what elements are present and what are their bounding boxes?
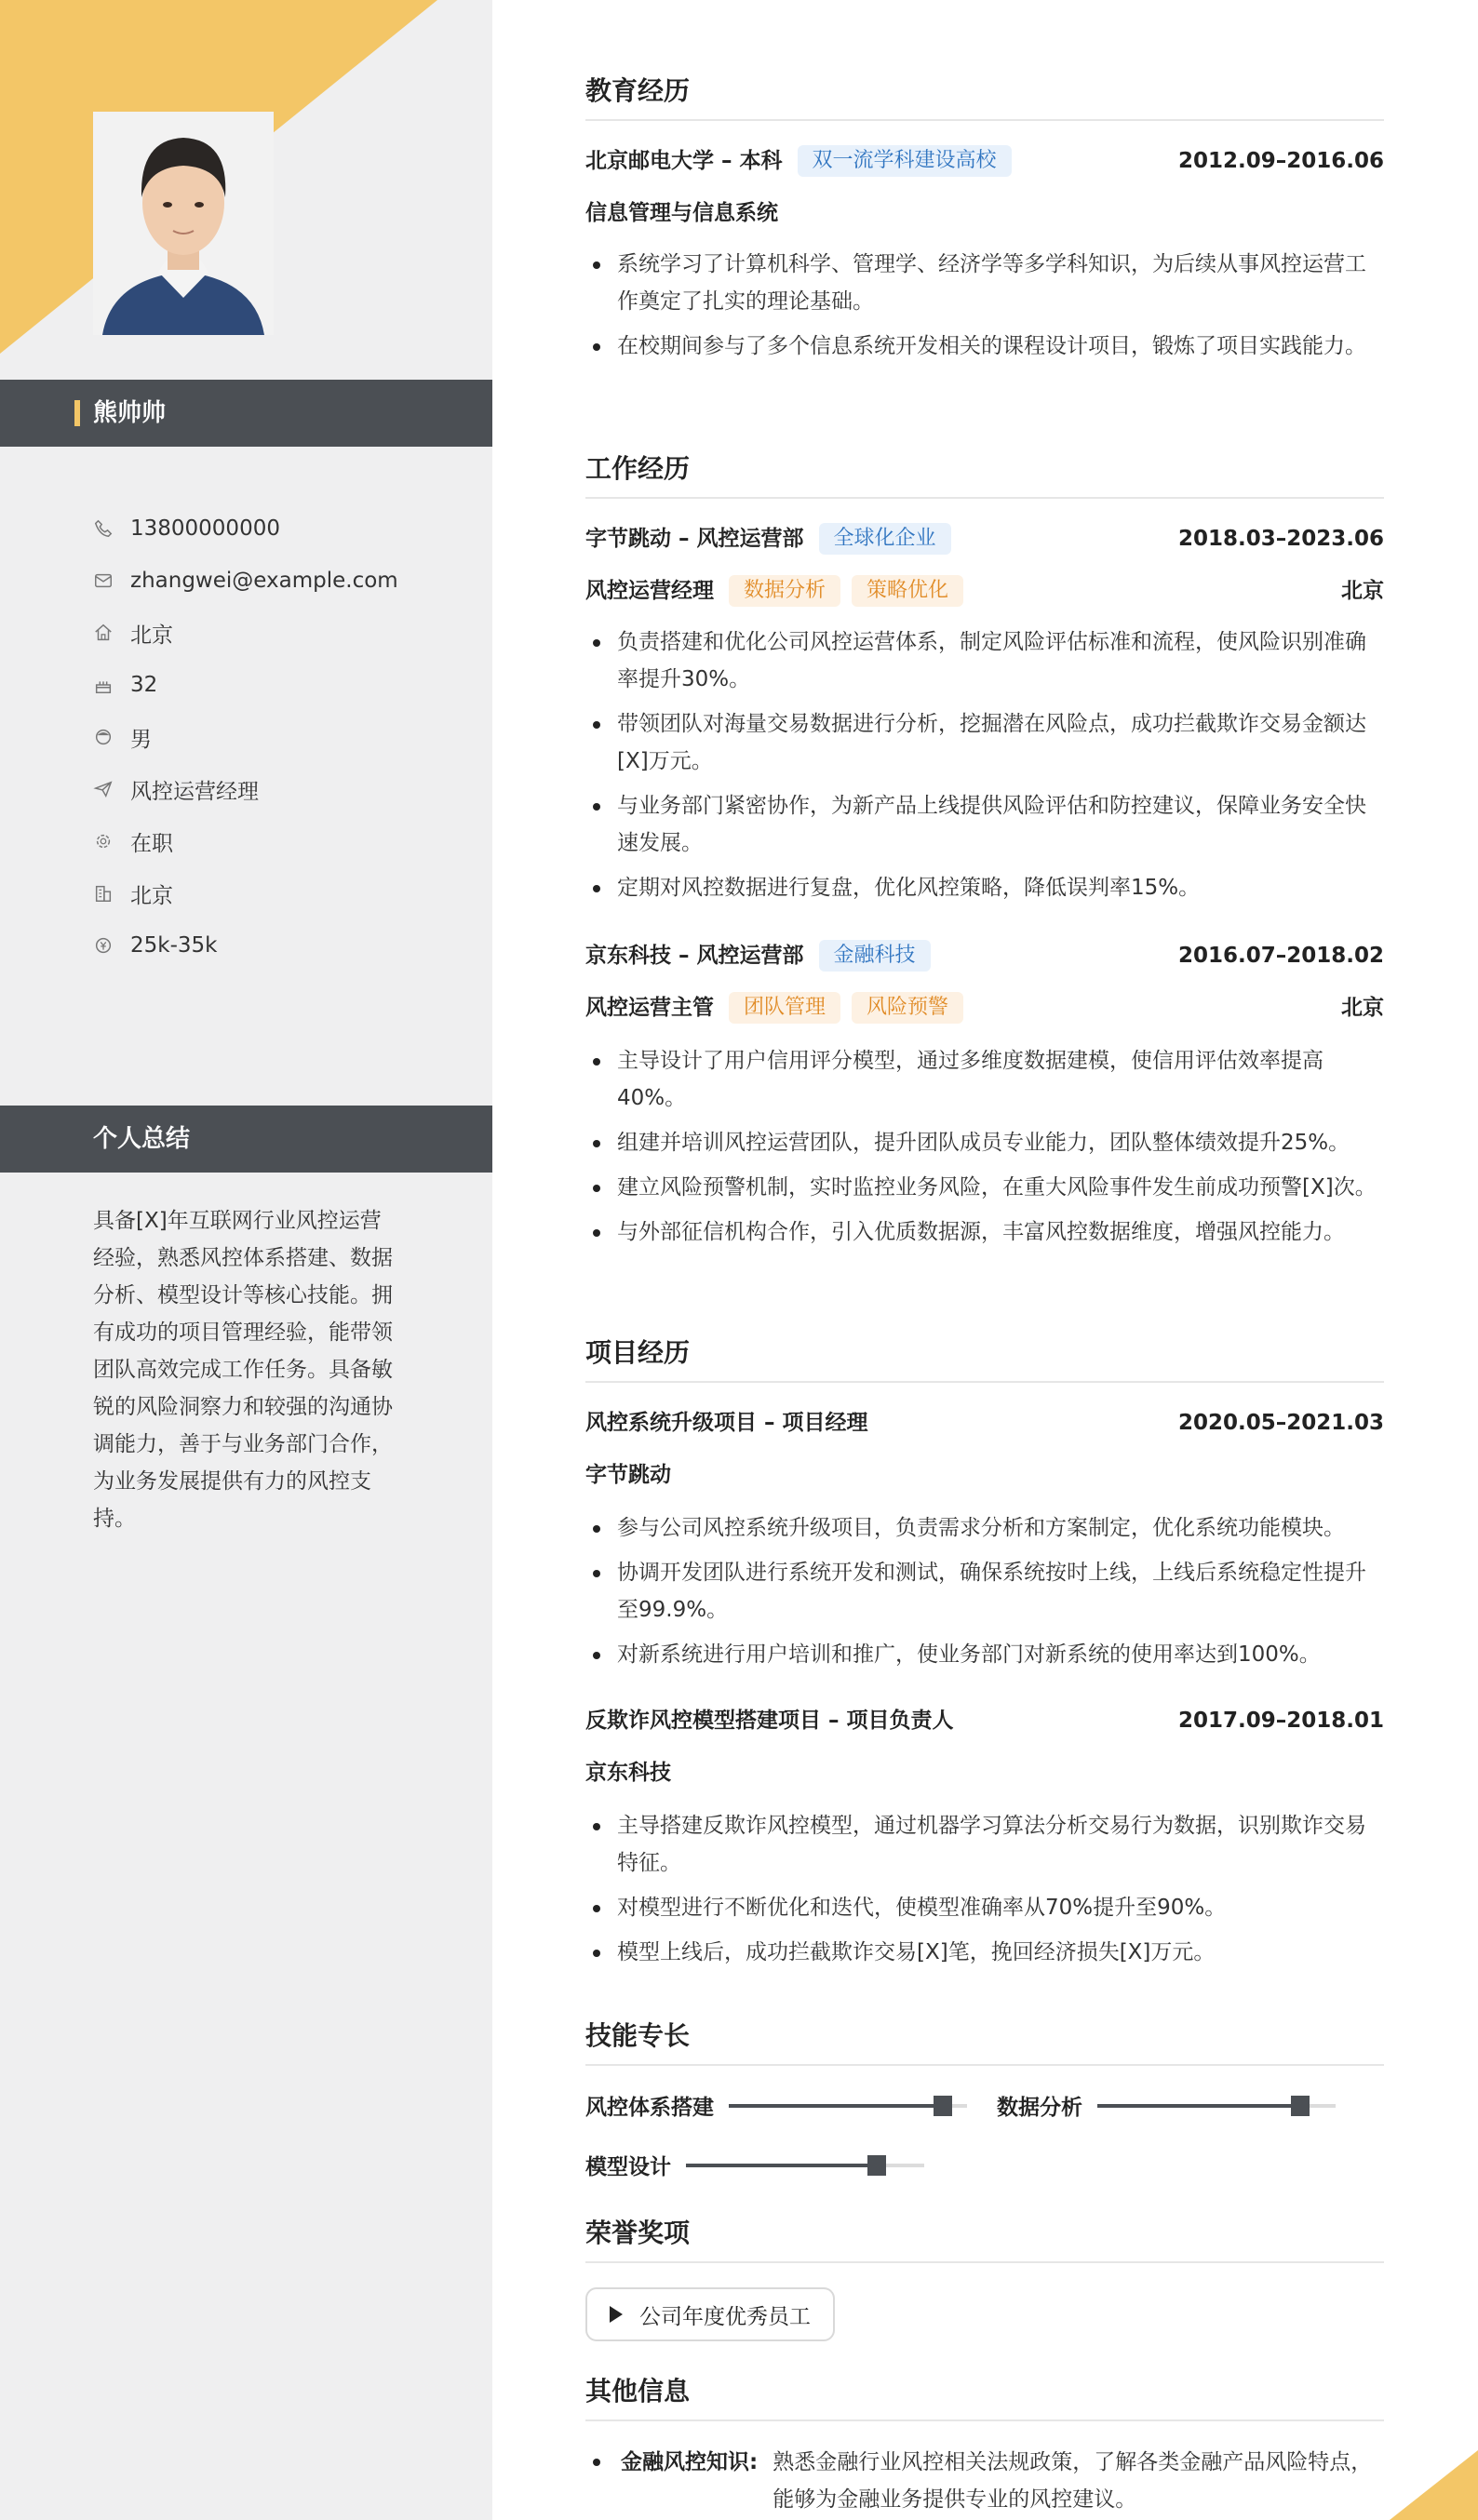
project-date: 2020.05–2021.03 — [1177, 1411, 1384, 1435]
job-company: 字节跳动 – 风控运营部 — [585, 527, 804, 551]
home-icon — [93, 623, 114, 643]
education-bullets — [585, 246, 1384, 372]
skill-item — [585, 2150, 924, 2180]
job-position-row — [585, 575, 1384, 607]
skill-level-knob — [867, 2155, 886, 2176]
name-accent-mark — [74, 400, 80, 426]
contact-phone: 13800000000 — [93, 503, 398, 555]
list-item: 协调开发团队进行系统开发和测试，确保系统按时上线，上线后系统稳定性提升至99.9%。 — [585, 1554, 1384, 1629]
other-text: 熟悉金融行业风控相关法规政策，了解各类金融产品风险特点，能够为金融业务提供专业的风控建议。 — [773, 2450, 1373, 2512]
job-bullets — [585, 1042, 1384, 1258]
skill-tag: 策略优化 — [852, 575, 963, 607]
job-company: 京东科技 – 风控运营部 — [585, 944, 804, 968]
list-item: 与业务部门紧密协作，为新产品上线提供风险评估和防控建议，保障业务安全快速发展。 — [585, 787, 1384, 862]
job-date: 2018.03–2023.06 — [1177, 527, 1384, 551]
job-date: 2016.07–2018.02 — [1177, 944, 1384, 968]
award-item[interactable] — [585, 2287, 835, 2341]
skill-level-fill — [729, 2104, 943, 2108]
award-label: 公司年度优秀员工 — [639, 2304, 811, 2329]
contact-age: 32 — [93, 659, 398, 711]
phone-icon — [93, 518, 114, 539]
project-name: 风控系统升级项目 – 项目经理 — [585, 1411, 868, 1435]
project-org-row — [585, 1757, 1384, 1789]
project-org: 字节跳动 — [585, 1463, 671, 1487]
play-icon — [610, 2306, 623, 2323]
education-header — [585, 145, 1384, 177]
section-title-skills: 技能专长 — [585, 2017, 1384, 2066]
list-item: 负责搭建和优化公司风控运营体系，制定风险评估标准和流程，使风险识别准确率提升30%。 — [585, 623, 1384, 698]
project-date: 2017.09–2018.01 — [1177, 1709, 1384, 1733]
job-city: 北京 — [1341, 579, 1384, 603]
skill-level-bar — [1097, 2104, 1336, 2108]
contact-city: 北京 — [93, 867, 398, 919]
list-item: 对新系统进行用户培训和推广，使业务部门对新系统的使用率达到100%。 — [585, 1636, 1384, 1673]
contact-location: 北京 — [93, 607, 398, 659]
skill-item — [585, 2090, 967, 2121]
job-position: 风控运营主管 — [585, 996, 714, 1020]
list-item: 模型上线后，成功拦截欺诈交易[X]笔，挽回经济损失[X]万元。 — [585, 1934, 1384, 1971]
mail-icon — [93, 570, 114, 591]
other-label: 金融风控知识: — [621, 2450, 759, 2474]
list-item: 参与公司风控系统升级项目，负责需求分析和方案制定，优化系统功能模块。 — [585, 1509, 1384, 1547]
building-icon — [93, 883, 114, 904]
contact-status: 在职 — [93, 815, 398, 867]
education-major-row — [585, 197, 1384, 229]
project-name: 反欺诈风控模型搭建项目 – 项目负责人 — [585, 1709, 954, 1733]
cake-icon — [93, 675, 114, 695]
skill-level-bar — [729, 2104, 967, 2108]
project-header — [585, 1407, 1384, 1439]
contact-gender: 男 — [93, 711, 398, 763]
company-tag: 金融科技 — [819, 940, 931, 972]
education-date: 2012.09–2016.06 — [1177, 149, 1384, 173]
skill-item — [997, 2090, 1336, 2121]
section-title-other: 其他信息 — [585, 2373, 1384, 2421]
school-tag: 双一流学科建设高校 — [798, 145, 1012, 177]
salary-icon — [93, 935, 114, 956]
summary-text: 具备[X]年互联网行业风控运营经验，熟悉风控体系搭建、数据分析、模型设计等核心技能。拥有成功的项目管理经验，能带领团队高效完成工作任务。具备敏锐的风险洞察力和较强的沟通协调能力，善于与业务部门合作，为业务发展提供有力的风控支持。 — [93, 1209, 393, 1531]
job-city: 北京 — [1341, 996, 1384, 1020]
avatar — [93, 112, 274, 335]
skill-level-knob — [1291, 2096, 1310, 2116]
summary-title: 个人总结 — [93, 1125, 191, 1153]
skill-level-fill — [686, 2164, 877, 2167]
project-bullets — [585, 1509, 1384, 1681]
summary-bar — [0, 1106, 492, 1173]
list-item: 组建并培训风控运营团队，提升团队成员专业能力，团队整体绩效提升25%。 — [585, 1124, 1384, 1161]
contact-list — [93, 503, 398, 972]
skill-name: 数据分析 — [997, 2096, 1082, 2120]
sidebar — [0, 0, 492, 2520]
list-item: 带领团队对海量交易数据进行分析，挖掘潜在风险点，成功拦截欺诈交易金额达[X]万元。 — [585, 705, 1384, 780]
project-header — [585, 1705, 1384, 1736]
skill-level-knob — [934, 2096, 952, 2116]
skill-name: 模型设计 — [585, 2155, 671, 2179]
project-bullets — [585, 1807, 1384, 1978]
decorative-corner-bottom — [1390, 2450, 1478, 2520]
candidate-name: 熊帅帅 — [93, 399, 167, 427]
company-tag: 全球化企业 — [819, 523, 951, 555]
job-position-row — [585, 992, 1384, 1024]
bullet-dot — [593, 2459, 600, 2466]
job-header — [585, 523, 1384, 555]
education-major: 信息管理与信息系统 — [585, 201, 778, 225]
project-org-row — [585, 1459, 1384, 1491]
job-bullets — [585, 623, 1384, 914]
contact-position: 风控运营经理 — [93, 763, 398, 815]
list-item: 主导搭建反欺诈风控模型，通过机器学习算法分析交易行为数据，识别欺诈交易特征。 — [585, 1807, 1384, 1882]
list-item: 与外部征信机构合作，引入优质数据源，丰富风控数据维度，增强风控能力。 — [585, 1213, 1384, 1251]
list-item: 系统学习了计算机科学、管理学、经济学等多学科知识，为后续从事风控运营工作奠定了扎实的理论基础。 — [585, 246, 1384, 320]
list-item: 主导设计了用户信用评分模型，通过多维度数据建模，使信用评估效率提高40%。 — [585, 1042, 1384, 1117]
list-item: 在校期间参与了多个信息系统开发相关的课程设计项目，锻炼了项目实践能力。 — [585, 328, 1384, 365]
project-org: 京东科技 — [585, 1761, 671, 1785]
skill-level-bar — [686, 2164, 924, 2167]
send-icon — [93, 779, 114, 799]
status-icon — [93, 831, 114, 851]
skill-tag: 团队管理 — [729, 992, 840, 1024]
list-item: 建立风险预警机制，实时监控业务风险，在重大风险事件发生前成功预警[X]次。 — [585, 1169, 1384, 1206]
contact-salary: 25k-35k — [93, 919, 398, 972]
job-position: 风控运营经理 — [585, 579, 714, 603]
section-title-projects: 项目经历 — [585, 1334, 1384, 1383]
gender-icon — [93, 727, 114, 747]
section-title-work: 工作经历 — [585, 450, 1384, 499]
job-header — [585, 940, 1384, 972]
skill-tag: 数据分析 — [729, 575, 840, 607]
skill-level-fill — [1097, 2104, 1300, 2108]
section-title-education: 教育经历 — [585, 73, 1384, 121]
contact-email: zhangwei@example.com — [93, 555, 398, 607]
school-name: 北京邮电大学 – 本科 — [585, 149, 783, 173]
skill-name: 风控体系搭建 — [585, 2096, 714, 2120]
section-title-awards: 荣誉奖项 — [585, 2215, 1384, 2263]
skill-tag: 风险预警 — [852, 992, 963, 1024]
list-item: 定期对风控数据进行复盘，优化风控策略，降低误判率15%。 — [585, 869, 1384, 906]
other-item — [585, 2444, 1384, 2518]
name-bar — [0, 380, 492, 447]
list-item: 对模型进行不断优化和迭代，使模型准确率从70%提升至90%。 — [585, 1889, 1384, 1926]
